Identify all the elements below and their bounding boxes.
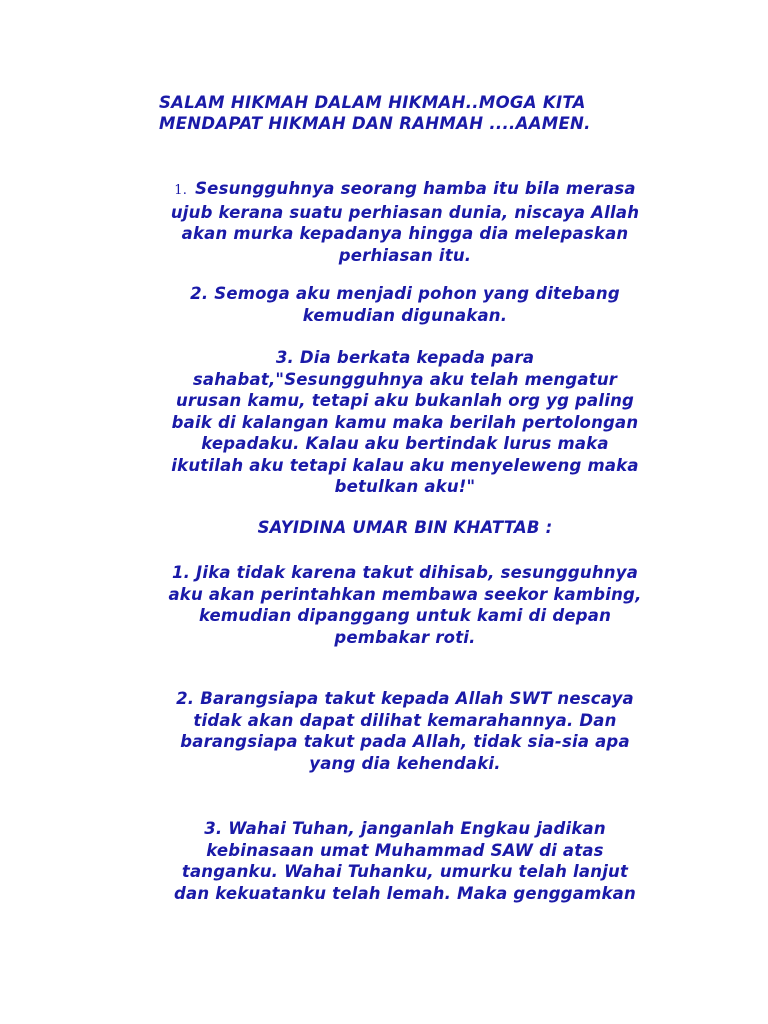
quote-line: akan murka kepadanya hingga dia melepaskan [181,224,629,243]
quote-line: kemudian digunakan. [302,305,508,325]
umar-quote-1 [150,562,660,648]
quote-line: baik di kalangan kamu maka berilah pertolongan [171,412,639,432]
heading-line-1: SALAM HIKMAH DALAM HIKMAH..MOGA KITA [159,93,586,112]
quote-line: ujub kerana suatu perhiasan dunia, niscaya Allah [170,202,640,222]
section-title [150,517,660,539]
quote-line: tidak akan dapat dilihat kemarahannya. Dan [193,710,617,730]
quote-item-2 [150,283,660,326]
quote-line: kebinasaan umat Muhammad SAW di atas [206,840,604,860]
quote-line: perhiasan itu. [338,245,472,265]
quote-line: kepadaku. Kalau aku bertindak lurus maka [201,434,609,453]
quote-line: 3. Dia berkata kepada para [275,348,535,367]
umar-quote-3 [150,818,660,904]
page-heading [159,92,629,134]
umar-quote-2 [150,688,660,774]
section-title-text: SAYIDINA UMAR BIN KHATTAB : [257,518,553,537]
quote-line: 3. Wahai Tuhan, janganlah Engkau jadikan [204,819,606,838]
quote-line: 2. Barangsiapa takut kepada Allah SWT nescaya [176,689,634,708]
quote-line: 2. Semoga aku menjadi pohon yang ditebang [190,284,620,303]
quote-line: pembakar roti. [334,627,476,647]
quote-line: dan kekuatanku telah lemah. Maka genggamkan [174,883,636,903]
quote-line: tanganku. Wahai Tuhanku, umurku telah lanjut [181,862,629,881]
heading-line-2: MENDAPAT HIKMAH DAN RAHMAH ....AAMEN. [159,114,591,133]
quote-line: 1. Sesungguhnya seorang hamba itu bila merasa [174,179,636,198]
quote-line: betulkan aku!" [334,477,476,496]
quote-line: barangsiapa takut pada Allah, tidak sia-sia apa [180,732,630,751]
quote-line: sahabat,"Sesungguhnya aku telah mengatur [192,369,618,389]
quote-line: urusan kamu, tetapi aku bukanlah org yg paling [175,391,635,410]
quote-item-3 [150,347,660,498]
quote-item-1 [150,178,660,266]
quote-line: ikutilah aku tetapi kalau aku menyeleweng maka [171,455,639,475]
quote-line: yang dia kehendaki. [309,753,501,773]
quote-line: aku akan perintahkan membawa seekor kambing, [168,584,642,604]
quote-line: 1. Jika tidak karena takut dihisab, sesungguhnya [171,563,639,582]
quote-line: kemudian dipanggang untuk kami di depan [198,606,612,625]
list-number: 1. [174,183,188,198]
